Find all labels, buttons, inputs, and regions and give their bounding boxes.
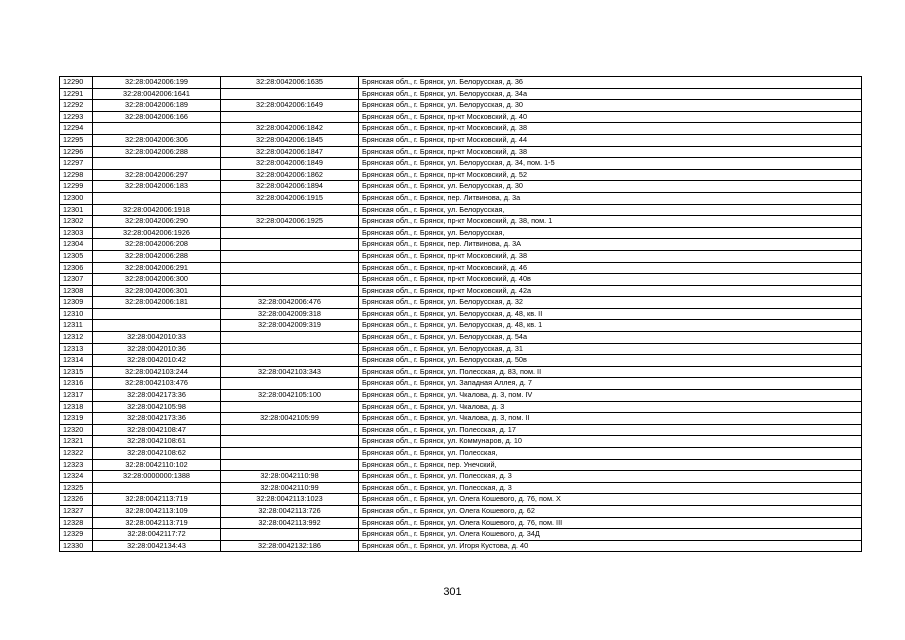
table-row: [60, 378, 862, 390]
address-cell: Брянская обл., г. Брянск, пер. Литвинова, д. 3А: [359, 239, 862, 251]
related-cadastral-number-cell: [221, 239, 359, 251]
table-row: [60, 355, 862, 367]
address-cell: Брянская обл., г. Брянск, пр-кт Московский, д. 38: [359, 123, 862, 135]
related-cadastral-number-cell: [221, 227, 359, 239]
related-cadastral-number-cell: [221, 448, 359, 460]
address-cell: Брянская обл., г. Брянск, ул. Полесская, д. 17: [359, 424, 862, 436]
address-cell: Брянская обл., г. Брянск, ул. Белорусская,: [359, 227, 862, 239]
related-cadastral-number-cell: [221, 401, 359, 413]
cadastral-number-cell: 32:28:0042006:1918: [93, 204, 221, 216]
address-cell: Брянская обл., г. Брянск, пер. Унечский,: [359, 459, 862, 471]
table-row: [60, 401, 862, 413]
row-number-cell: 12325: [60, 482, 93, 494]
table-row: [60, 343, 862, 355]
row-number-cell: 12328: [60, 517, 93, 529]
address-cell: Брянская обл., г. Брянск, ул. Белорусская, д. 50в: [359, 355, 862, 367]
table-row: [60, 308, 862, 320]
related-cadastral-number-cell: [221, 378, 359, 390]
cadastral-number-cell: 32:28:0042006:291: [93, 262, 221, 274]
table-row: [60, 88, 862, 100]
address-cell: Брянская обл., г. Брянск, пр-кт Московский, д. 40в: [359, 274, 862, 286]
table-row: [60, 239, 862, 251]
related-cadastral-number-cell: 32:28:0042006:1925: [221, 216, 359, 228]
row-number-cell: 12308: [60, 285, 93, 297]
related-cadastral-number-cell: [221, 250, 359, 262]
table-row: [60, 505, 862, 517]
table-row: [60, 227, 862, 239]
related-cadastral-number-cell: [221, 343, 359, 355]
cadastral-number-cell: 32:28:0042108:47: [93, 424, 221, 436]
related-cadastral-number-cell: 32:28:0042006:1635: [221, 77, 359, 89]
cadastral-number-cell: 32:28:0042134:43: [93, 540, 221, 552]
table-row: [60, 274, 862, 286]
row-number-cell: 12313: [60, 343, 93, 355]
related-cadastral-number-cell: [221, 262, 359, 274]
row-number-cell: 12296: [60, 146, 93, 158]
related-cadastral-number-cell: 32:28:0042110:99: [221, 482, 359, 494]
cadastral-number-cell: 32:28:0042113:719: [93, 494, 221, 506]
address-cell: Брянская обл., г. Брянск, ул. Олега Кошевого, д. 76, пом. III: [359, 517, 862, 529]
table-row: [60, 123, 862, 135]
address-cell: Брянская обл., г. Брянск, ул. Белорусская, д. 30: [359, 181, 862, 193]
registry-table-body: [60, 77, 862, 552]
related-cadastral-number-cell: 32:28:0042009:318: [221, 308, 359, 320]
table-row: [60, 413, 862, 425]
table-row: [60, 332, 862, 344]
cadastral-number-cell: 32:28:0042103:244: [93, 366, 221, 378]
table-row: [60, 448, 862, 460]
cadastral-number-cell: [93, 192, 221, 204]
row-number-cell: 12303: [60, 227, 93, 239]
address-cell: Брянская обл., г. Брянск, пр-кт Московский, д. 40: [359, 111, 862, 123]
table-row: [60, 181, 862, 193]
cadastral-number-cell: 32:28:0042006:166: [93, 111, 221, 123]
address-cell: Брянская обл., г. Брянск, ул. Белорусская, д. 36: [359, 77, 862, 89]
address-cell: Брянская обл., г. Брянск, ул. Белорусская, д. 34, пом. 1-5: [359, 158, 862, 170]
row-number-cell: 12304: [60, 239, 93, 251]
cadastral-number-cell: 32:28:0042110:102: [93, 459, 221, 471]
related-cadastral-number-cell: 32:28:0042006:1847: [221, 146, 359, 158]
cadastral-number-cell: 32:28:0042006:306: [93, 134, 221, 146]
row-number-cell: 12327: [60, 505, 93, 517]
related-cadastral-number-cell: [221, 332, 359, 344]
address-cell: Брянская обл., г. Брянск, ул. Полесская, д. 83, пом. II: [359, 366, 862, 378]
table-row: [60, 297, 862, 309]
cadastral-number-cell: 32:28:0042006:301: [93, 285, 221, 297]
cadastral-number-cell: 32:28:0042010:36: [93, 343, 221, 355]
row-number-cell: 12298: [60, 169, 93, 181]
row-number-cell: 12300: [60, 192, 93, 204]
row-number-cell: 12309: [60, 297, 93, 309]
related-cadastral-number-cell: [221, 204, 359, 216]
row-number-cell: 12293: [60, 111, 93, 123]
table-row: [60, 250, 862, 262]
related-cadastral-number-cell: 32:28:0042006:1862: [221, 169, 359, 181]
row-number-cell: 12311: [60, 320, 93, 332]
related-cadastral-number-cell: 32:28:0042006:1849: [221, 158, 359, 170]
cadastral-number-cell: [93, 320, 221, 332]
related-cadastral-number-cell: 32:28:0042110:98: [221, 471, 359, 483]
address-cell: Брянская обл., г. Брянск, ул. Белорусская, д. 30: [359, 100, 862, 112]
address-cell: Брянская обл., г. Брянск, ул. Игоря Кустова, д. 40: [359, 540, 862, 552]
table-row: [60, 262, 862, 274]
row-number-cell: 12324: [60, 471, 93, 483]
related-cadastral-number-cell: 32:28:0042105:99: [221, 413, 359, 425]
row-number-cell: 12317: [60, 390, 93, 402]
related-cadastral-number-cell: 32:28:0042113:726: [221, 505, 359, 517]
table-row: [60, 100, 862, 112]
row-number-cell: 12297: [60, 158, 93, 170]
address-cell: Брянская обл., г. Брянск, пр-кт Московский, д. 46: [359, 262, 862, 274]
table-row: [60, 494, 862, 506]
address-cell: Брянская обл., г. Брянск, пр-кт Московский, д. 44: [359, 134, 862, 146]
table-row: [60, 366, 862, 378]
address-cell: Брянская обл., г. Брянск, ул. Чкалова, д. 3, пом. IV: [359, 390, 862, 402]
row-number-cell: 12319: [60, 413, 93, 425]
address-cell: Брянская обл., г. Брянск, ул. Западная Аллея, д. 7: [359, 378, 862, 390]
table-row: [60, 111, 862, 123]
row-number-cell: 12330: [60, 540, 93, 552]
row-number-cell: 12329: [60, 529, 93, 541]
address-cell: Брянская обл., г. Брянск, ул. Олега Кошевого, д. 34Д: [359, 529, 862, 541]
row-number-cell: 12292: [60, 100, 93, 112]
cadastral-number-cell: 32:28:0042010:42: [93, 355, 221, 367]
table-row: [60, 216, 862, 228]
table-row: [60, 77, 862, 89]
table-row: [60, 134, 862, 146]
address-cell: Брянская обл., г. Брянск, ул. Белорусская, д. 31: [359, 343, 862, 355]
cadastral-number-cell: 32:28:0042006:288: [93, 250, 221, 262]
address-cell: Брянская обл., г. Брянск, ул. Полесская,: [359, 448, 862, 460]
cadastral-number-cell: 32:28:0042006:300: [93, 274, 221, 286]
row-number-cell: 12306: [60, 262, 93, 274]
table-row: [60, 285, 862, 297]
row-number-cell: 12301: [60, 204, 93, 216]
related-cadastral-number-cell: [221, 459, 359, 471]
cadastral-number-cell: 32:28:0042006:181: [93, 297, 221, 309]
table-row: [60, 320, 862, 332]
address-cell: Брянская обл., г. Брянск, пер. Литвинова, д. 3а: [359, 192, 862, 204]
related-cadastral-number-cell: 32:28:0042006:1842: [221, 123, 359, 135]
related-cadastral-number-cell: [221, 436, 359, 448]
address-cell: Брянская обл., г. Брянск, ул. Белорусская, д. 48, кв. II: [359, 308, 862, 320]
table-row: [60, 517, 862, 529]
row-number-cell: 12295: [60, 134, 93, 146]
cadastral-number-cell: 32:28:0042006:199: [93, 77, 221, 89]
row-number-cell: 12291: [60, 88, 93, 100]
row-number-cell: 12321: [60, 436, 93, 448]
related-cadastral-number-cell: [221, 88, 359, 100]
address-cell: Брянская обл., г. Брянск, ул. Олега Кошевого, д. 76, пом. X: [359, 494, 862, 506]
table-row: [60, 204, 862, 216]
table-row: [60, 471, 862, 483]
row-number-cell: 12316: [60, 378, 93, 390]
row-number-cell: 12294: [60, 123, 93, 135]
related-cadastral-number-cell: 32:28:0042006:1845: [221, 134, 359, 146]
address-cell: Брянская обл., г. Брянск, ул. Белорусская, д. 32: [359, 297, 862, 309]
cadastral-number-cell: [93, 158, 221, 170]
cadastral-number-cell: 32:28:0042010:33: [93, 332, 221, 344]
cadastral-number-cell: 32:28:0042173:36: [93, 413, 221, 425]
table-row: [60, 540, 862, 552]
row-number-cell: 12320: [60, 424, 93, 436]
cadastral-number-cell: 32:28:0042108:62: [93, 448, 221, 460]
related-cadastral-number-cell: 32:28:0042006:1649: [221, 100, 359, 112]
cadastral-number-cell: 32:28:0000000:1388: [93, 471, 221, 483]
table-row: [60, 146, 862, 158]
cadastral-number-cell: 32:28:0042006:1641: [93, 88, 221, 100]
address-cell: Брянская обл., г. Брянск, ул. Чкалова, д. 3, пом. II: [359, 413, 862, 425]
cadastral-number-cell: 32:28:0042006:208: [93, 239, 221, 251]
address-cell: Брянская обл., г. Брянск, ул. Белорусская,: [359, 204, 862, 216]
related-cadastral-number-cell: 32:28:0042009:319: [221, 320, 359, 332]
cadastral-number-cell: 32:28:0042006:1926: [93, 227, 221, 239]
row-number-cell: 12305: [60, 250, 93, 262]
registry-table: [59, 76, 862, 552]
row-number-cell: 12315: [60, 366, 93, 378]
row-number-cell: 12322: [60, 448, 93, 460]
row-number-cell: 12310: [60, 308, 93, 320]
related-cadastral-number-cell: [221, 274, 359, 286]
address-cell: Брянская обл., г. Брянск, ул. Коммунаров, д. 10: [359, 436, 862, 448]
cadastral-number-cell: 32:28:0042006:189: [93, 100, 221, 112]
table-row: [60, 169, 862, 181]
cadastral-number-cell: 32:28:0042108:61: [93, 436, 221, 448]
table-row: [60, 459, 862, 471]
table-row: [60, 192, 862, 204]
related-cadastral-number-cell: 32:28:0042006:476: [221, 297, 359, 309]
related-cadastral-number-cell: 32:28:0042132:186: [221, 540, 359, 552]
address-cell: Брянская обл., г. Брянск, пр-кт Московский, д. 52: [359, 169, 862, 181]
address-cell: Брянская обл., г. Брянск, ул. Полесская, д. 3: [359, 471, 862, 483]
address-cell: Брянская обл., г. Брянск, пр-кт Московский, д. 38: [359, 250, 862, 262]
address-cell: Брянская обл., г. Брянск, ул. Чкалова, д. 3: [359, 401, 862, 413]
row-number-cell: 12323: [60, 459, 93, 471]
related-cadastral-number-cell: [221, 285, 359, 297]
address-cell: Брянская обл., г. Брянск, ул. Белорусская, д. 34а: [359, 88, 862, 100]
related-cadastral-number-cell: [221, 424, 359, 436]
cadastral-number-cell: 32:28:0042103:476: [93, 378, 221, 390]
table-row: [60, 482, 862, 494]
related-cadastral-number-cell: 32:28:0042113:992: [221, 517, 359, 529]
related-cadastral-number-cell: [221, 529, 359, 541]
cadastral-number-cell: 32:28:0042006:183: [93, 181, 221, 193]
address-cell: Брянская обл., г. Брянск, ул. Олега Кошевого, д. 62: [359, 505, 862, 517]
cadastral-number-cell: 32:28:0042105:98: [93, 401, 221, 413]
address-cell: Брянская обл., г. Брянск, пр-кт Московский, д. 42а: [359, 285, 862, 297]
cadastral-number-cell: 32:28:0042113:719: [93, 517, 221, 529]
cadastral-number-cell: [93, 123, 221, 135]
row-number-cell: 12326: [60, 494, 93, 506]
row-number-cell: 12312: [60, 332, 93, 344]
cadastral-number-cell: 32:28:0042006:288: [93, 146, 221, 158]
related-cadastral-number-cell: 32:28:0042006:1915: [221, 192, 359, 204]
address-cell: Брянская обл., г. Брянск, ул. Белорусская, д. 54а: [359, 332, 862, 344]
row-number-cell: 12307: [60, 274, 93, 286]
address-cell: Брянская обл., г. Брянск, пр-кт Московский, д. 38, пом. 1: [359, 216, 862, 228]
address-cell: Брянская обл., г. Брянск, ул. Полесская, д. 3: [359, 482, 862, 494]
related-cadastral-number-cell: 32:28:0042006:1894: [221, 181, 359, 193]
cadastral-number-cell: [93, 482, 221, 494]
cadastral-number-cell: [93, 308, 221, 320]
address-cell: Брянская обл., г. Брянск, ул. Белорусская, д. 48, кв. 1: [359, 320, 862, 332]
table-row: [60, 529, 862, 541]
related-cadastral-number-cell: 32:28:0042103:343: [221, 366, 359, 378]
cadastral-number-cell: 32:28:0042006:297: [93, 169, 221, 181]
page-number: 301: [443, 586, 462, 598]
cadastral-number-cell: 32:28:0042006:290: [93, 216, 221, 228]
related-cadastral-number-cell: [221, 111, 359, 123]
table-row: [60, 390, 862, 402]
table-row: [60, 158, 862, 170]
table-row: [60, 436, 862, 448]
row-number-cell: 12290: [60, 77, 93, 89]
row-number-cell: 12302: [60, 216, 93, 228]
address-cell: Брянская обл., г. Брянск, пр-кт Московский, д. 38: [359, 146, 862, 158]
cadastral-number-cell: 32:28:0042117:72: [93, 529, 221, 541]
row-number-cell: 12314: [60, 355, 93, 367]
cadastral-number-cell: 32:28:0042173:36: [93, 390, 221, 402]
related-cadastral-number-cell: [221, 355, 359, 367]
related-cadastral-number-cell: 32:28:0042105:100: [221, 390, 359, 402]
table-row: [60, 424, 862, 436]
related-cadastral-number-cell: 32:28:0042113:1023: [221, 494, 359, 506]
row-number-cell: 12299: [60, 181, 93, 193]
cadastral-number-cell: 32:28:0042113:109: [93, 505, 221, 517]
row-number-cell: 12318: [60, 401, 93, 413]
